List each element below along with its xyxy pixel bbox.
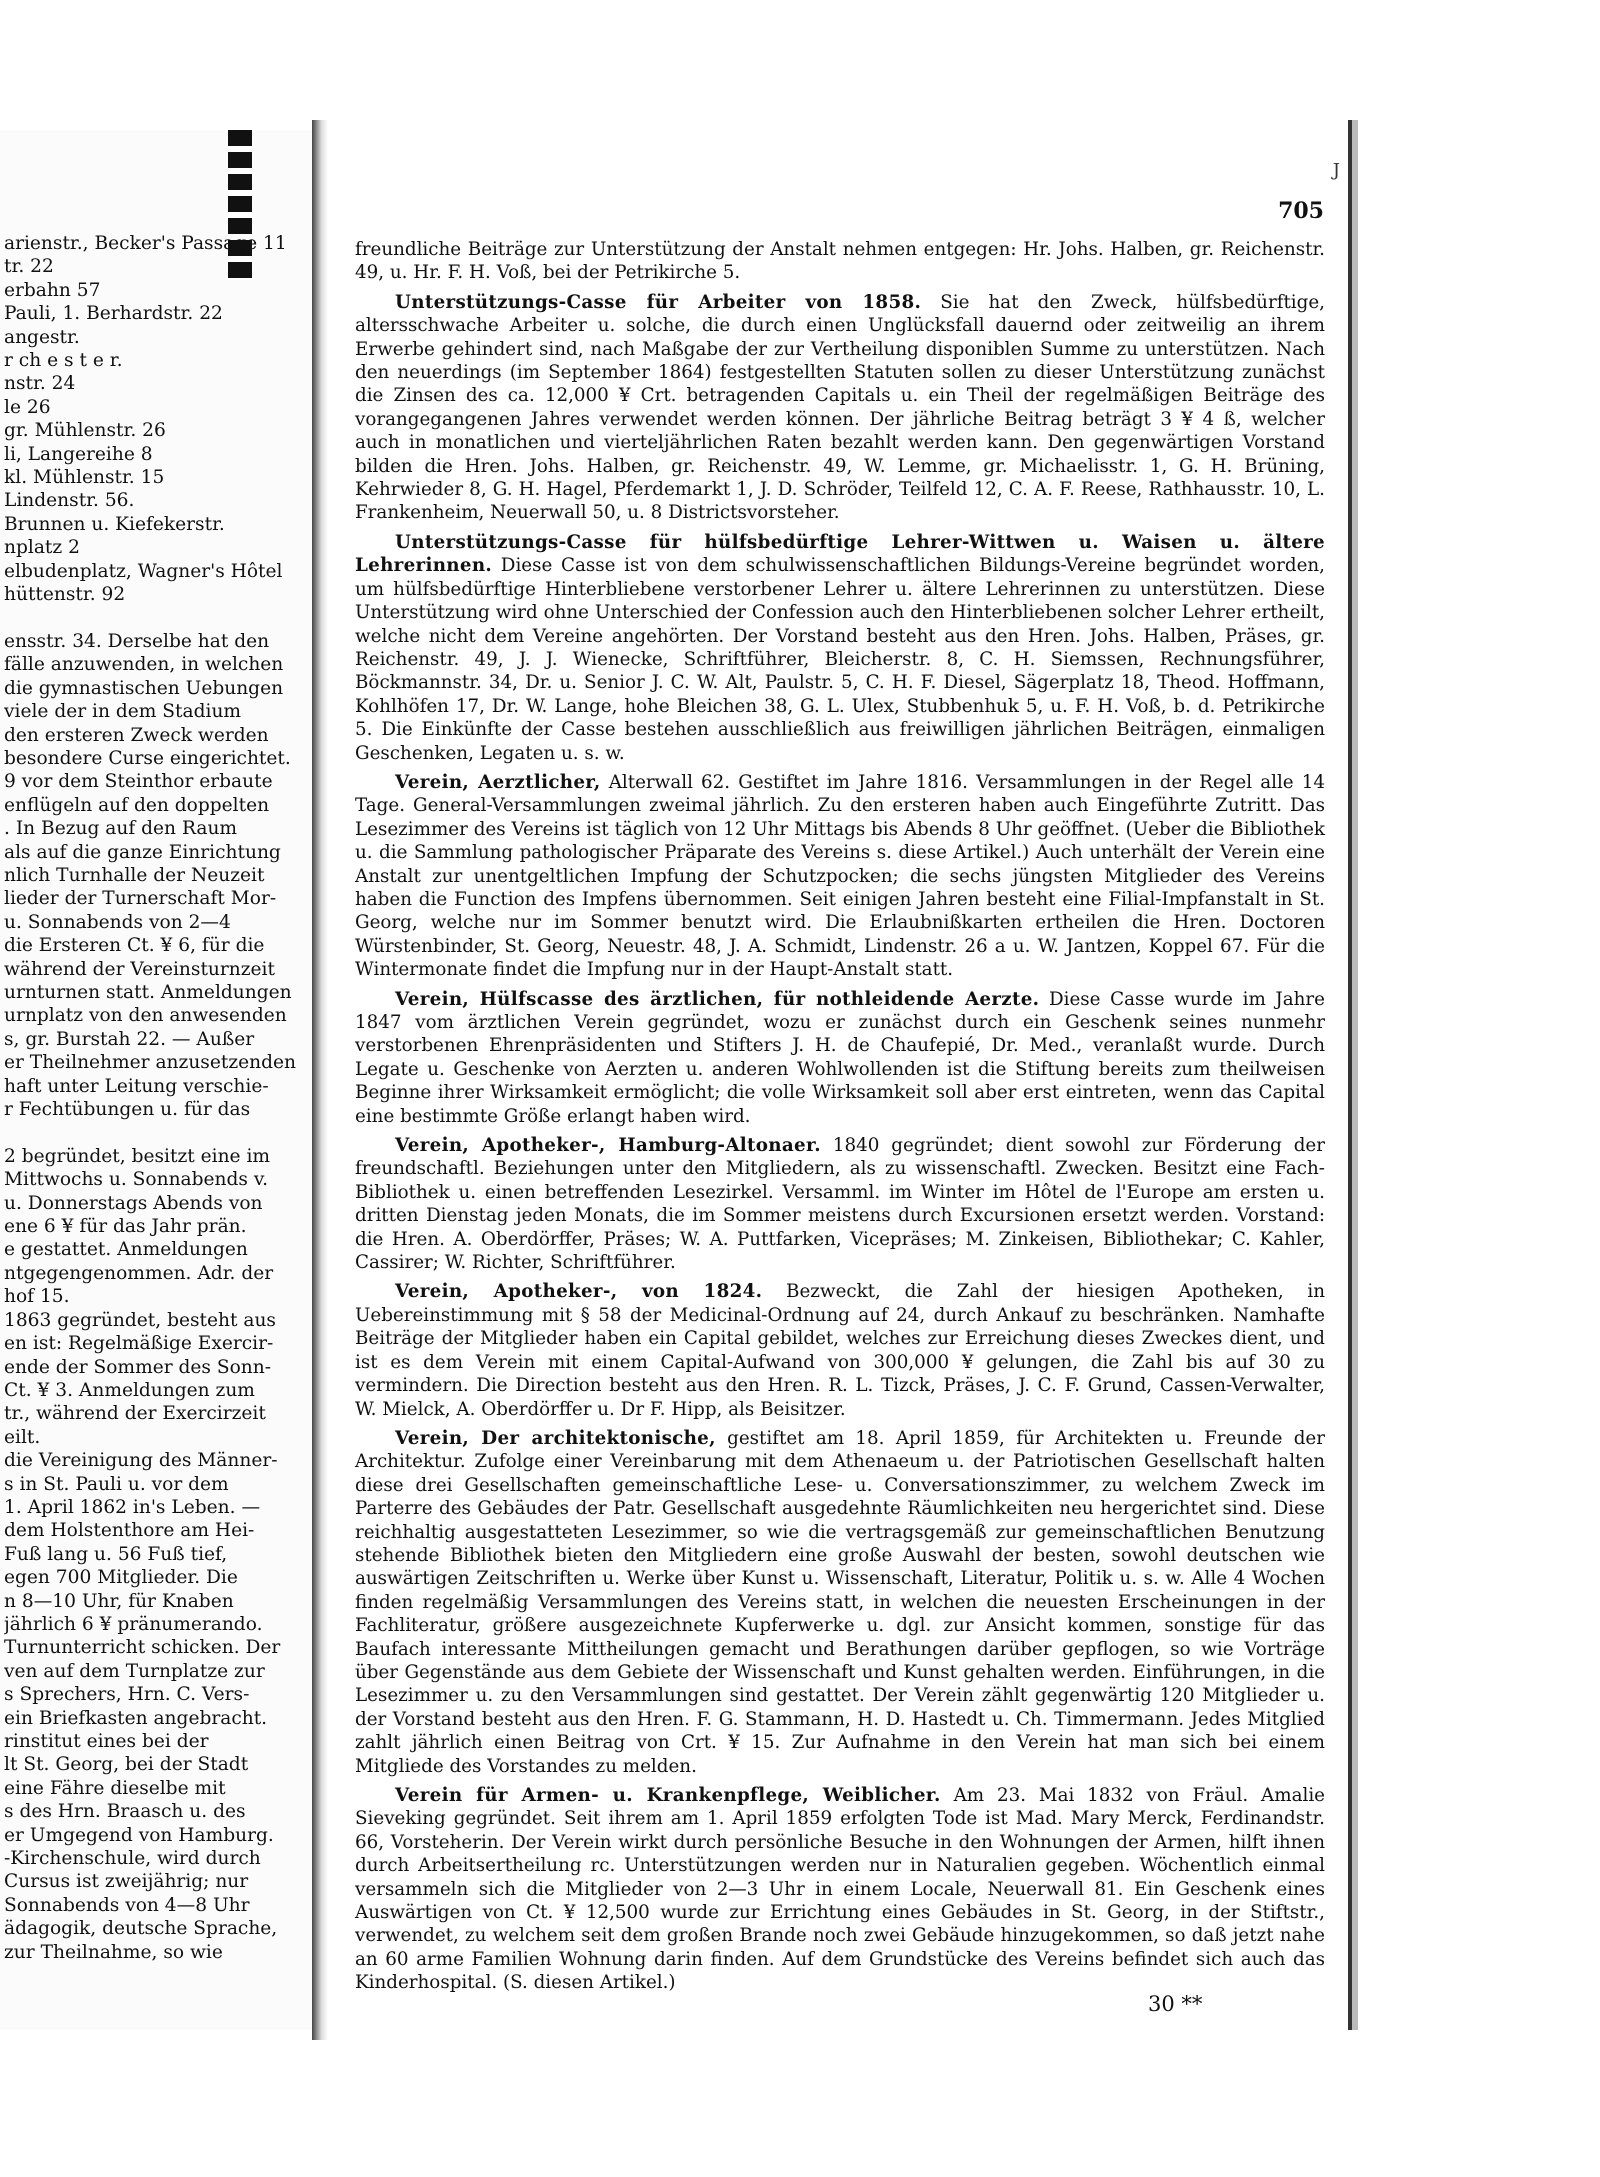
page-number: 705 xyxy=(1278,198,1324,224)
entry-text: Sie hat den Zweck, hülfsbedürftige, altersschwache Arbeiter u. solche, die durch einen Unglücksfall dauernd oder zeitweilig an ihrem Erwerbe gehindert sind, nach Maßgabe der zur Vertheilung disponiblen Summe zu unterstützen. Nach den neuerdings (im September 1864) festgestellten Statuten sollen zu dieser Unterstützung zunächst die Zinsen des ca. 12,000 ¥ Crt. betragenden Capitals u. ein Theil der regelmäßigen Beiträge des vorangegangenen Jahres verwendet werden können. Der jährliche Beitrag beträgt 3 ¥ 4 ß, welcher auch in monatlichen und vierteljährlichen Raten bezahlt werden kann. Den gegenwärtigen Vorstand bilden die Hren. Johs. Halben, gr. Reichenstr. 49, W. Lemme, gr. Michaelisstr. 1, G. H. Brüning, Kehrwieder 8, G. H. Hagel, Pferdemarkt 1, J. D. Schröder, Teilfeld 12, C. A. F. Reese, Rathhausstr. 10, L. Frankenheim, Neuerwall 50, u. 8 Districtsvorsteher. xyxy=(355,291,1325,524)
entry-text: Diese Casse wurde im Jahre 1847 vom ärztlichen Verein gegründet, wozu er zunächst durch ein Geschenk seines nunmehr verstorbenen Ehrenpräsidenten und Stifters J. H. de Chaufepié, Dr. Med., veranlaßt wurde. Durch Legate u. Geschenke von Aerzten u. anderen Wohlwollenden ist die Stiftung bereits zum theilweisen Beginne ihrer Wirksamkeit ermöglicht; die volle Wirksamkeit soll aber erst eintreten, wenn das Capital eine bestimmte Größe erlangt haben wird. xyxy=(355,988,1325,1127)
entry-heading: Verein, Hülfscasse des ärztlichen, für nothleidende Aerzte. xyxy=(395,988,1040,1010)
left-column-line: e gestattet. Anmeldungen xyxy=(4,1239,248,1261)
left-column-line: ädagogik, deutsche Sprache, xyxy=(4,1918,278,1940)
left-column-line xyxy=(4,607,304,630)
entry-text: Am 23. Mai 1832 von Fräul. Amalie Sieveking gegründet. Seit ihrem am 1. April 1859 erfolgten Tode ist Mad. Mary Merck, Ferdinandstr. 66, Vorsteherin. Der Verein wirkt durch persönliche Besuche in den Wohnungen der Armen, hilft ihnen durch Arbeitsertheilung rc. Unterstützungen werden nur in Naturalien gegeben. Wöchentlich einmal versammeln sich die Mitglieder von 2—3 Uhr in einem Locale, Neuerwall 81. Ein Geschenk eines Auswärtigen von Ct. ¥ 12,500 wurde zur Errichtung eines Gebäudes in St. Georg, in der Stiftstr., verwendet, zu welchem seit dem großen Brande noch zwei Gebäude hinzugekommen, so daß jetzt nahe an 60 arme Familien Wohnung darin finden. Auf dem Grundstücke des Vereins befindet sich auch das Kinderhospital. (S. diesen Artikel.) xyxy=(355,1785,1326,1994)
left-column-line: lieder der Turnerschaft Mor- xyxy=(4,888,277,910)
left-column-line: jährlich 6 ¥ pränumerando. xyxy=(4,1613,263,1635)
left-column-line: erbahn 57 xyxy=(4,279,101,301)
left-column-line: ein Briefkasten angebracht. xyxy=(4,1707,268,1729)
margin-mark: J xyxy=(1332,160,1340,181)
left-column-line: hof 15. xyxy=(4,1286,70,1308)
left-column-line: dem Holstenthore am Hei- xyxy=(4,1520,255,1542)
left-column-line: tr., während der Exercirzeit xyxy=(4,1403,266,1425)
left-column-line: die gymnastischen Uebungen xyxy=(4,677,284,699)
left-column-line: elbudenplatz, Wagner's Hôtel xyxy=(4,560,283,582)
left-column-line: Turnunterricht schicken. Der xyxy=(4,1637,281,1659)
left-column-line: Fuß lang u. 56 Fuß tief, xyxy=(4,1543,228,1565)
entry-paragraph xyxy=(355,1427,1325,1778)
left-column-line: kl. Mühlenstr. 15 xyxy=(4,467,165,489)
left-column-line: enflügeln auf den doppelten xyxy=(4,794,270,816)
left-column-line: r ch e s t e r. xyxy=(4,350,123,372)
left-column-line: den ersteren Zweck werden xyxy=(4,724,269,746)
entry-heading: Verein, Der architektonische, xyxy=(395,1427,716,1449)
left-column-line: Lindenstr. 56. xyxy=(4,490,135,512)
left-column-line: s des Hrn. Braasch u. des xyxy=(4,1801,246,1823)
entry-paragraph xyxy=(355,1784,1325,1995)
left-column-line: 9 vor dem Steinthor erbaute xyxy=(4,771,273,793)
left-column-line: die Vereinigung des Männer- xyxy=(4,1450,278,1472)
left-column-line: ven auf dem Turnplatze zur xyxy=(4,1660,265,1682)
entry-paragraph xyxy=(355,291,1325,525)
entry-paragraph xyxy=(355,238,1325,285)
left-column-line: die Ersteren Ct. ¥ 6, für die xyxy=(4,935,265,957)
left-column-line: li, Langereihe 8 xyxy=(4,443,153,465)
left-column-line: arienstr., Becker's Passage 11 xyxy=(4,233,287,254)
left-column-line: nplatz 2 xyxy=(4,537,80,559)
entry-paragraph xyxy=(355,531,1325,765)
left-column-line: ende der Sommer des Sonn- xyxy=(4,1356,272,1378)
left-column-line: s in St. Pauli u. vor dem xyxy=(4,1473,229,1495)
left-column-line: besondere Curse eingerichtet. xyxy=(4,747,291,769)
right-page xyxy=(328,120,1352,2030)
entry-heading: Unterstützungs-Casse für Arbeiter von 1858. xyxy=(395,291,922,313)
entry-paragraph xyxy=(355,1280,1325,1420)
entry-text: Bezweckt, die Zahl der hiesigen Apotheken, in Uebereinstimmung mit § 58 der Medicinal-Ordnung auf 24, durch Ankauf zu beschränken. Namhafte Beiträge der Mitglieder haben ein Capital gebildet, welches zur Erreichung dieses Zweckes dient, und ist es dem Verein mit einem Capital-Aufwand von 300,000 ¥ gelungen, die Zahl bis auf 30 zu vermindern. Die Direction besteht aus den Hren. R. L. Tizck, Präses, J. C. F. Grund, Cassen-Verwalter, W. Mielck, A. Oberdörffer u. Dr F. Hipp, als Beisitzer. xyxy=(355,1281,1325,1420)
entry-heading: Verein, Apotheker-, Hamburg-Altonaer. xyxy=(395,1135,821,1157)
left-column-line: ene 6 ¥ für das Jahr prän. xyxy=(4,1216,247,1238)
left-column-line: gr. Mühlenstr. 26 xyxy=(4,420,166,442)
left-column-line: 1863 gegründet, besteht aus xyxy=(4,1309,276,1331)
left-column-line: nlich Turnhalle der Neuzeit xyxy=(4,864,265,886)
left-column-line: haft unter Leitung verschie- xyxy=(4,1075,269,1097)
left-column-line: le 26 xyxy=(4,396,51,418)
left-column-line: Cursus ist zweijährig; nur xyxy=(4,1871,249,1893)
left-column-line: zur Theilnahme, so wie xyxy=(4,1941,223,1963)
left-column-line: rinstitut eines bei der xyxy=(4,1731,209,1752)
left-column-line: s Sprechers, Hrn. C. Vers- xyxy=(4,1684,250,1706)
entry-heading: Verein, Aerztlicher, xyxy=(395,771,601,793)
page-content xyxy=(355,238,1325,2001)
entry-paragraph xyxy=(355,988,1325,1128)
left-page-text xyxy=(4,232,304,1964)
left-column-line: 2 begründet, besitzt eine im xyxy=(4,1145,271,1167)
entry-text: freundliche Beiträge zur Unterstützung der Anstalt nehmen entgegen: Hr. Johs. Halben, gr. Reichenstr. 49, u. Hr. F. H. Voß, bei der Petrikirche 5. xyxy=(355,239,1325,284)
left-column-line: tr. 22 xyxy=(4,256,54,278)
left-column-line: r Fechtübungen u. für das xyxy=(4,1099,251,1121)
left-column-line: als auf die ganze Einrichtung xyxy=(4,841,281,863)
entry-text: Diese Casse ist von dem schulwissenschaftlichen Bildungs-Vereine begründet worden, um hülfsbedürftige Hinterbliebene verstorbener Lehrer u. ältere Lehrerinnen zu unterstützen. Diese Unterstützung wird ohne Unterschied der Confession auch den Hinterbliebenen solcher Lehrer ertheilt, welche nicht dem Vereine angehörten. Der Vorstand besteht aus den Hren. Johs. Halben, Präses, gr. Reichenstr. 49, J. J. Wienecke, Schriftführer, Bleicherstr. 8, C. H. Siemssen, Rechnungsführer, Böckmannstr. 34, Dr. u. Senior J. C. W. Alt, Paulstr. 5, C. H. F. Diesel, Sägerplatz 18, Theod. Hoffmann, Kohlhöfen 17, Dr. W. Lange, hohe Bleichen 38, G. L. Ulex, Stubbenhuk 5, u. F. H. Voß, b. d. Petrikirche 5. Die Einkünfte der Casse bestehen ausschließlich aus freiwilligen jährlichen Beiträgen, einmaligen Geschenken, Legaten u. s. w. xyxy=(355,555,1325,764)
entry-paragraph xyxy=(355,1134,1325,1274)
left-column-line: Pauli, 1. Berhardstr. 22 xyxy=(4,303,223,325)
left-column-line: viele der in dem Stadium xyxy=(4,701,242,723)
entry-heading: Unterstützungs-Casse für hülfsbedürftige Lehrer-Wittwen u. Waisen u. ältere Lehrerinnen. xyxy=(355,531,1325,577)
left-page xyxy=(0,130,315,2030)
left-column-line: lt St. Georg, bei der Stadt xyxy=(4,1754,249,1776)
left-column-line: während der Vereinsturnzeit xyxy=(4,958,275,980)
left-column-line: 1. April 1862 in's Leben. — xyxy=(4,1496,261,1518)
left-column-line: u. Donnerstags Abends von xyxy=(4,1192,263,1214)
left-column-line: s, gr. Burstah 22. — Außer xyxy=(4,1028,255,1050)
left-column-line: hüttenstr. 92 xyxy=(4,584,126,606)
left-column-line: eilt. xyxy=(4,1426,41,1448)
left-column-line: ensstr. 34. Derselbe hat den xyxy=(4,630,270,652)
left-column-line: nstr. 24 xyxy=(4,373,76,395)
footer-signature: 30 ** xyxy=(1148,1992,1203,2016)
book-gutter xyxy=(312,120,328,2040)
left-column-line: er Theilnehmer anzusetzenden xyxy=(4,1052,296,1074)
left-column-line: eine Fähre dieselbe mit xyxy=(4,1777,226,1799)
left-column-line: Ct. ¥ 3. Anmeldungen zum xyxy=(4,1379,255,1401)
left-column-line: fälle anzuwenden, in welchen xyxy=(4,654,284,676)
left-column-line: urnplatz von den anwesenden xyxy=(4,1005,287,1027)
entry-text: gestiftet am 18. April 1859, für Architekten u. Freunde der Architektur. Zufolge einer Vereinbarung mit dem Athenaeum u. der Patriotischen Gesellschaft halten diese drei Gesellschaften gemeinschaftliche Lese- u. Conversationszimmer, zu welchem Zweck im Parterre des Gebäudes der Patr. Gesellschaft ausgedehnte Räumlichkeiten neu hergerichtet sind. Diese reichhaltig ausgestatteten Lesezimmer, so wie die vertragsgemäß zur gemeinschaftlichen Benutzung stehende Bibliothek bieten den Mitgliedern eine große Auswahl der besten, sowohl deutschen wie auswärtigen Zeitschriften u. Werke über Kunst u. Wissenschaft, Literatur, Politik u. s. w. Alle 4 Wochen finden regelmäßig Versammlungen des Vereins statt, in welchen die neuesten Erscheinungen in der Fachliteratur, größere ausgezeichnete Kupferwerke u. dgl. zur Ansicht kommen, sonstige für das Baufach interessante Mittheilungen gemacht und Berathungen darüber gepflogen, so wie Vorträge über Gegenstände aus dem Gebiete der Wissenschaft und Kunst gehalten werden. Einführungen, in die Lesezimmer u. zu den Versammlungen sind gestattet. Der Verein zählt gegenwärtig 120 Mitglieder u. der Vorstand besteht aus den Hren. F. G. Stammann, H. D. Hastedt u. Ch. Timmermann. Jedes Mitglied zahlt jährlich einen Beitrag von Crt. ¥ 15. Zur Aufnahme in den Verein hat man sich bei einem Mitgliede des Vorstandes zu melden. xyxy=(355,1427,1325,1777)
entry-heading: Verein für Armen- u. Krankenpflege, Weiblicher. xyxy=(395,1785,941,1806)
entry-text: Alterwall 62. Gestiftet im Jahre 1816. Versammlungen in der Regel alle 14 Tage. General-Versammlungen zweimal jährlich. Zu den ersteren haben auch Eingeführte Zutritt. Das Lesezimmer des Vereins ist täglich von 12 Uhr Mittags bis Abends 8 Uhr geöffnet. (Ueber die Bibliothek u. die Sammlung pathologischer Präparate des Vereins s. diese Artikel.) Auch unterhält der Verein eine Anstalt zur unentgeltlichen Impfung der Schutzpocken; die sechs jüngsten Mitglieder des Vereins haben die Function des Impfens übernommen. Seit einigen Jahren besteht eine Filial-Impfanstalt in St. Georg, welche nur im Sommer benutzt wird. Die Erlaubnißkarten ertheilen die Hren. Doctoren Würstenbinder, St. Georg, Neuestr. 48, J. A. Schmidt, Lindenstr. 26 a u. W. Jantzen, Koppel 67. Für die Wintermonate findet die Impfung nur in der Haupt-Anstalt statt. xyxy=(355,771,1326,981)
left-column-line: n 8—10 Uhr, für Knaben xyxy=(4,1590,234,1612)
left-column-line: egen 700 Mitglieder. Die xyxy=(4,1567,238,1589)
left-column-line: en ist: Regelmäßige Exercir- xyxy=(4,1333,274,1355)
left-column-line: Sonnabends von 4—8 Uhr xyxy=(4,1894,250,1916)
left-column-line: Mittwochs u. Sonnabends v. xyxy=(4,1169,269,1191)
left-column-line: . In Bezug auf den Raum xyxy=(4,818,238,840)
entry-text: 1840 gegründet; dient sowohl zur Förderung der freundschaftl. Beziehungen unter den Mitgliedern, als zu wissenschaftl. Zwecken. Besitzt eine Fach-Bibliothek u. einen betreffenden Lesezirkel. Versamml. im Winter im Hôtel de l'Europe am ersten u. dritten Dienstag jeden Monats, die im Sommer meistens durch Excursionen ersetzt werden. Vorstand: die Hren. A. Oberdörffer, Präses; W. A. Puttfarken, Vicepräses; M. Zinkeisen, Bibliothekar; C. Kahler, Cassirer; W. Richter, Schriftführer. xyxy=(355,1135,1325,1274)
left-column-line: Brunnen u. Kiefekerstr. xyxy=(4,513,225,535)
left-column-line xyxy=(4,1121,304,1144)
left-column-line: urnturnen statt. Anmeldungen xyxy=(4,982,292,1003)
left-column-line: er Umgegend von Hamburg. xyxy=(4,1824,274,1846)
left-column-line: ntgegengenommen. Adr. der xyxy=(4,1262,274,1284)
left-column-line: angestr. xyxy=(4,326,80,348)
left-column-line: u. Sonnabends von 2—4 xyxy=(4,911,231,933)
left-column-line: -Kirchenschule, wird durch xyxy=(4,1848,261,1870)
entry-paragraph xyxy=(355,771,1325,982)
entry-heading: Verein, Apotheker-, von 1824. xyxy=(395,1281,763,1303)
